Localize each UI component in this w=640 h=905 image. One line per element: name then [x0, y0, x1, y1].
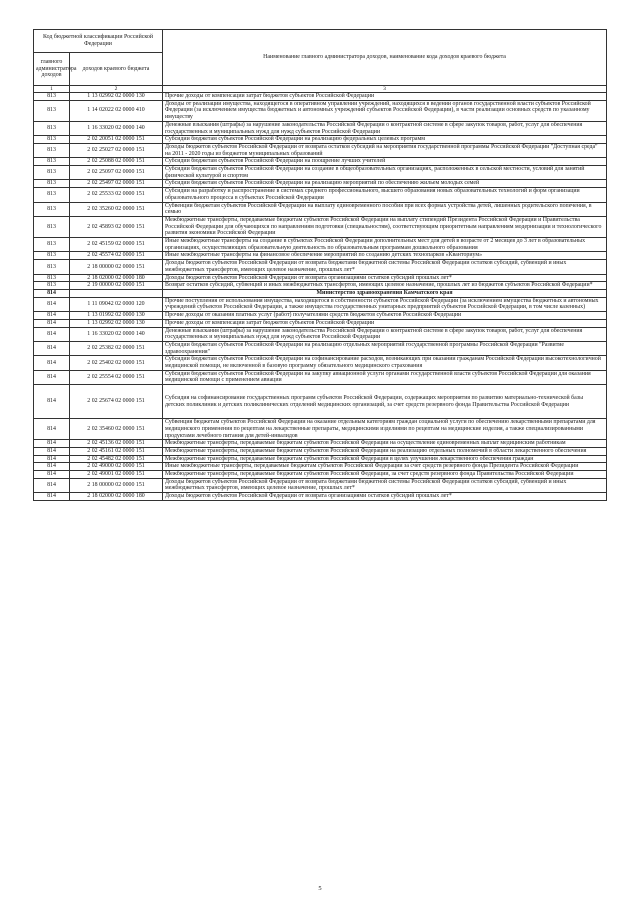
revenue-code-cell: 1 13 02992 02 0000 130: [70, 319, 163, 327]
table-row: [34, 447, 607, 455]
revenue-code-cell: 2 02 25674 02 0000 151: [70, 385, 163, 419]
admin-code-cell: 814: [34, 419, 70, 440]
revenue-code-cell: 2 02 25402 02 0000 151: [70, 356, 163, 370]
header-col3: Наименование главного администратора доходов, наименование кода доходов краевого бюджета: [163, 30, 607, 86]
admin-code-cell: 814: [34, 297, 70, 311]
table-row: [34, 493, 607, 501]
admin-code-cell: 813: [34, 202, 70, 216]
document-sheet: [33, 29, 607, 501]
revenue-name-cell: Иные межбюджетные трансферты, передаваемые бюджетам субъектов Российской Федерации за счет средств резервного фонда Президента Российской Федерации: [163, 463, 607, 471]
revenue-code-cell: 2 02 45482 02 0000 151: [70, 455, 163, 463]
table-row: [34, 297, 607, 311]
table-row: [34, 341, 607, 355]
admin-code-cell: 813: [34, 282, 70, 290]
revenue-name-cell: Денежные взыскания (штрафы) за нарушение законодательства Российской Федерации о контрактной системе в сфере закупок товаров, работ, услуг для обеспечения государственных и муниципальных нужд для нужд субъектов Российской Федерации: [163, 327, 607, 341]
revenue-name-cell: Денежные взыскания (штрафы) за нарушение законодательства Российской Федерации о контрактной системе в сфере закупок товаров, работ, услуг для обеспечения государственных и муниципальных нужд для нужд субъектов Российской Федерации: [163, 121, 607, 135]
page-number: 5: [318, 885, 322, 892]
admin-code-cell: 813: [34, 158, 70, 166]
revenue-name-cell: Субсидии бюджетам субъектов Российской Федерации на софинансирование расходов, возникающих при оказании гражданам Российской Федерации высокотехнологичной медицинской помощи, не включенной в базовую программу обязательного медицинского страхования: [163, 356, 607, 370]
table-row: [34, 260, 607, 274]
revenue-code-cell: 1 16 33020 02 0000 140: [70, 121, 163, 135]
revenue-code-cell: 2 02 45161 02 0000 151: [70, 447, 163, 455]
admin-code-cell: 814: [34, 327, 70, 341]
admin-code-cell: 814: [34, 455, 70, 463]
revenue-code-cell: 2 18 02000 02 0000 180: [70, 493, 163, 501]
revenue-name-cell: Субвенции бюджетам субъектов Российской Федерации на выплату единовременного пособия при всех формах устройства детей, лишенных родительского попечения, в семью: [163, 202, 607, 216]
revenue-name-cell: Доходы бюджетов субъектов Российской Федерации от возврата бюджетами бюджетной системы Российской Федерации остатков субсидий, субвенций и иных межбюджетных трансфертов, имеющих целевое назначение, прошлых лет*: [163, 478, 607, 492]
table-body: [34, 93, 607, 501]
revenue-code-cell: 1 14 02022 02 0000 410: [70, 100, 163, 121]
revenue-name-cell: Субсидии бюджетам субъектов Российской Федерации на реализацию федеральных целевых программ: [163, 136, 607, 144]
revenue-code-cell: 2 02 35460 02 0000 151: [70, 419, 163, 440]
admin-code-cell: 814: [34, 493, 70, 501]
table-row: [34, 202, 607, 216]
table-header-row-1: [34, 30, 607, 53]
table-row: [34, 188, 607, 202]
revenue-code-cell: 2 18 00000 02 0000 151: [70, 260, 163, 274]
revenue-code-cell: 2 02 25497 02 0000 151: [70, 180, 163, 188]
revenue-code-cell: 2 02 25097 02 0000 151: [70, 166, 163, 180]
revenue-name-cell: Министерство здравоохранения Камчатского края: [163, 289, 607, 297]
revenue-name-cell: Субсидии бюджетам субъектов Российской Федерации на поощрение лучших учителей: [163, 158, 607, 166]
revenue-code-cell: 2 02 25382 02 0000 151: [70, 341, 163, 355]
admin-code-cell: 813: [34, 188, 70, 202]
admin-code-cell: 814: [34, 440, 70, 448]
revenue-code-cell: 2 02 20051 02 0000 151: [70, 136, 163, 144]
revenue-name-cell: Субвенция бюджетам субъектов Российской Федерации на оказание отдельным категориям граждан социальной услуги по обеспечению лекарственными препаратами для медицинского применения по рецептам на лекарственные препараты, медицинскими изделиями по рецептам на медицинские изделия, а также специализированными продуктами лечебного питания для детей-инвалидов: [163, 419, 607, 440]
revenue-code-cell: 1 13 02992 02 0000 130: [70, 93, 163, 101]
admin-code-cell: 814: [34, 471, 70, 479]
table-row: [34, 471, 607, 479]
revenue-code-cell: 2 02 49000 02 0000 151: [70, 463, 163, 471]
table-row: [34, 238, 607, 252]
table-row: [34, 370, 607, 384]
admin-code-cell: 813: [34, 143, 70, 157]
admin-code-cell: 814: [34, 478, 70, 492]
revenue-code-cell: 2 02 25533 02 0000 151: [70, 188, 163, 202]
table-row: [34, 327, 607, 341]
revenue-code-cell: 2 02 45159 02 0000 151: [70, 238, 163, 252]
revenue-name-cell: Прочие доходы от оказания платных услуг (работ) получателями средств бюджетов субъектов Российской Федерации: [163, 312, 607, 320]
column-numbers-row: [34, 86, 607, 93]
header-col1: главного администратора доходов: [34, 53, 70, 86]
table-row: [34, 455, 607, 463]
revenue-code-cell: 2 18 00000 02 0000 151: [70, 478, 163, 492]
table-row: [34, 274, 607, 282]
revenue-code-cell: 2 19 00000 02 0000 151: [70, 282, 163, 290]
revenue-code-cell: 2 02 45136 02 0000 151: [70, 440, 163, 448]
table-row: [34, 180, 607, 188]
revenue-name-cell: Субсидии бюджетам субъектов Российской Федерации на реализацию отдельных мероприятий государственной программы Российской Федерации "Развитие здравоохранения": [163, 341, 607, 355]
admin-code-cell: 814: [34, 356, 70, 370]
revenue-code-cell: 2 02 35260 02 0000 151: [70, 202, 163, 216]
admin-code-cell: 813: [34, 166, 70, 180]
revenue-name-cell: Прочие доходы от компенсации затрат бюджетов субъектов Российской Федерации: [163, 319, 607, 327]
revenue-code-cell: 1 11 09042 02 0000 120: [70, 297, 163, 311]
revenue-name-cell: Субсидии бюджетам субъектов Российской Федерации на закупку авиационной услуги органами государственной власти субъектов Российской Федерации для оказания медицинской помощи с применением авиации: [163, 370, 607, 384]
admin-code-cell: 813: [34, 238, 70, 252]
revenue-name-cell: Возврат остатков субсидий, субвенций и иных межбюджетных трансфертов, имеющих целевое назначение, прошлых лет из бюджетов субъектов Российской Федерации*: [163, 282, 607, 290]
revenue-name-cell: Межбюджетные трансферты, передаваемые бюджетам субъектов Российской Федерации на реализацию отдельных полномочий в области лекарственного обеспечения: [163, 447, 607, 455]
revenue-name-cell: Прочие поступления от использования имущества, находящегося в собственности субъектов Российской Федерации (за исключением имущества бюджетных и автономных учреждений субъектов Российской Федерации, а также имущества государственных унитарных предприятий субъектов Российской Федерации, в том числе казенных): [163, 297, 607, 311]
admin-code-cell: 813: [34, 252, 70, 260]
revenue-name-cell: Доходы бюджетов субъектов Российской Федерации от возврата бюджетами бюджетной системы Российской Федерации остатков субсидий, субвенций и иных межбюджетных трансфертов, имеющих целевое назначение, прошлых лет*: [163, 260, 607, 274]
admin-code-cell: 814: [34, 312, 70, 320]
admin-code-cell: 814: [34, 447, 70, 455]
table-row: [34, 216, 607, 237]
revenue-name-cell: Доходы бюджетов субъектов Российской Федерации от возврата организациями остатков субсидий прошлых лет*: [163, 493, 607, 501]
revenue-name-cell: Доходы бюджетов субъектов Российской Федерации от возврата организациями остатков субсидий прошлых лет*: [163, 274, 607, 282]
revenue-code-cell: 1 13 01992 02 0000 130: [70, 312, 163, 320]
admin-code-cell: 813: [34, 136, 70, 144]
revenue-code-cell: 1 16 33020 02 0000 140: [70, 327, 163, 341]
table-row: [34, 478, 607, 492]
revenue-code-cell: [70, 289, 163, 297]
admin-code-cell: 814: [34, 385, 70, 419]
admin-code-cell: 813: [34, 93, 70, 101]
admin-code-cell: 814: [34, 319, 70, 327]
header-col2: доходов краевого бюджета: [70, 53, 163, 86]
revenue-name-cell: Субсидии бюджетам субъектов Российской Федерации на создание в общеобразовательных организациях, расположенных в сельской местности, условий для занятий физической культурой и спортом: [163, 166, 607, 180]
revenue-code-cell: 2 18 02000 02 0000 180: [70, 274, 163, 282]
revenue-name-cell: Межбюджетные трансферты, передаваемые бюджетам субъектов Российской Федерации на осуществление единовременных выплат медицинским работникам: [163, 440, 607, 448]
column-number-2: 2: [70, 86, 163, 93]
table-row: [34, 93, 607, 101]
revenue-name-cell: Иные межбюджетные трансферты на финансовое обеспечение мероприятий по созданию детских технопарков «Кванториум»: [163, 252, 607, 260]
admin-code-cell: 813: [34, 274, 70, 282]
admin-code-cell: 813: [34, 100, 70, 121]
admin-code-cell: 814: [34, 341, 70, 355]
revenue-name-cell: Доходы бюджетов субъектов Российской Федерации от возврата остатков субсидий на мероприятия государственной программы Российской Федерации "Доступная среда" на 2011 - 2020 годы из бюджетов муниципальных образований: [163, 143, 607, 157]
revenue-name-cell: Доходы от реализации имущества, находящегося в оперативном управлении учреждений, находящихся в ведении органов государственной власти субъектов Российской Федерации (за исключением имущества бюджетных и автономных учреждений субъектов Российской Федерации), в части реализации основных средств по указанному имуществу: [163, 100, 607, 121]
admin-code-cell: 813: [34, 260, 70, 274]
revenue-code-cell: 2 02 25088 02 0000 151: [70, 158, 163, 166]
revenue-code-cell: 2 02 45574 02 0000 151: [70, 252, 163, 260]
table-row: [34, 100, 607, 121]
admin-code-cell: 813: [34, 121, 70, 135]
table-row: [34, 385, 607, 419]
table-row: [34, 440, 607, 448]
revenue-name-cell: Иные межбюджетные трансферты на создание в субъектах Российской Федерации дополнительных мест для детей в возрасте от 2 месяцев до 3 лет в образовательных организациях, осуществляющих образовательную деятельность по образовательным программам дошкольного образования: [163, 238, 607, 252]
table-row: [34, 136, 607, 144]
table-row: [34, 312, 607, 320]
revenue-name-cell: Субсидии бюджетам субъектов Российской Федерации на реализацию мероприятий по обеспечению жильем молодых семей: [163, 180, 607, 188]
revenue-name-cell: Межбюджетные трансферты, передаваемые бюджетам субъектов Российской Федерации на выплату стипендий Президента Российской Федерации и Правительства Российской Федерации для обучающихся по направлениям подготовки (специальностям), соответствующим приоритетным направлениям модернизации и технологического развития экономики Российской Федерации: [163, 216, 607, 237]
revenue-code-cell: 2 02 25027 02 0000 151: [70, 143, 163, 157]
revenue-code-cell: 2 02 49001 02 0000 151: [70, 471, 163, 479]
admin-code-cell: 813: [34, 180, 70, 188]
table-row: [34, 319, 607, 327]
table-row: [34, 463, 607, 471]
admin-code-cell: 814: [34, 370, 70, 384]
table-row: [34, 419, 607, 440]
revenue-codes-table: [33, 29, 607, 501]
table-row: [34, 356, 607, 370]
table-row: [34, 252, 607, 260]
revenue-code-cell: 2 02 25554 02 0000 151: [70, 370, 163, 384]
column-number-1: 1: [34, 86, 70, 93]
table-row: [34, 143, 607, 157]
revenue-code-cell: 2 02 45893 02 0000 151: [70, 216, 163, 237]
admin-code-cell: 814: [34, 289, 70, 297]
section-header-row: [34, 289, 607, 297]
revenue-name-cell: Межбюджетные трансферты, передаваемые бюджетам субъектов Российской Федерации в целях улучшения лекарственного обеспечения граждан: [163, 455, 607, 463]
admin-code-cell: 814: [34, 463, 70, 471]
revenue-name-cell: Прочие доходы от компенсации затрат бюджетов субъектов Российской Федерации: [163, 93, 607, 101]
column-number-3: 3: [163, 86, 607, 93]
revenue-name-cell: Субсидия на софинансирование государственных программ субъектов Российской Федерации, содержащих мероприятия по развитию материально-технической базы детских поликлиник и детских поликлинических отделений медицинских организаций, за счет средств резервного фонда Правительства Российской Федерации: [163, 385, 607, 419]
revenue-name-cell: Межбюджетные трансферты, передаваемые бюджетам субъектов Российской Федерации, за счет средств резервного фонда Правительства Российской Федерации: [163, 471, 607, 479]
revenue-name-cell: Субсидии на разработку и распространение в системах среднего профессионального, высшего образования новых образовательных технологий и форм организации образовательного процесса в субъектах Российской Федерации: [163, 188, 607, 202]
table-row: [34, 282, 607, 290]
table-row: [34, 121, 607, 135]
table-row: [34, 158, 607, 166]
table-row: [34, 166, 607, 180]
header-group-title: Код бюджетной классификации Российской Федерации: [34, 30, 163, 53]
admin-code-cell: 813: [34, 216, 70, 237]
